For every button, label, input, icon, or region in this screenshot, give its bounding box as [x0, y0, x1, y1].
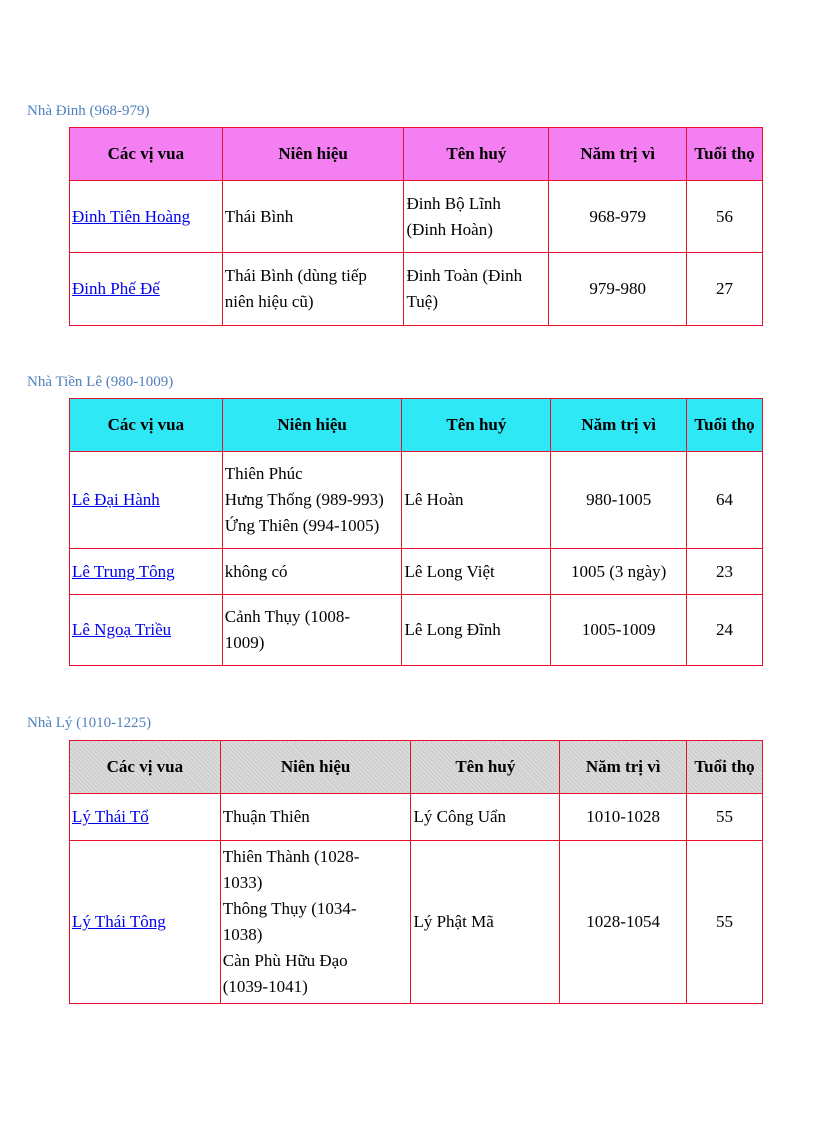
header-kings: Các vị vua [70, 128, 223, 181]
king-link[interactable]: Đinh Tiên Hoàng [72, 206, 191, 226]
table-row [70, 549, 763, 595]
reign-cell: 979-980 [549, 253, 687, 326]
king-link[interactable]: Lê Đại Hành [72, 490, 160, 509]
era-cell: Thiên Thành (1028- 1033) Thông Thụy (1034- 1038) Càn Phù Hữu Đạo (1039-1041) [220, 841, 411, 1004]
king-link[interactable]: Lý Thái Tổ [72, 807, 149, 826]
king-link[interactable]: Lý Thái Tông [72, 912, 166, 931]
era-cell: Thái Bình [222, 181, 404, 253]
era-cell: Thiên Phúc Hưng Thống (989-993) Ứng Thiên (994-1005) [222, 452, 402, 549]
table-header-row [70, 741, 763, 794]
header-era: Niên hiệu [222, 128, 404, 181]
age-cell: 64 [687, 452, 763, 549]
reign-cell: 1028-1054 [560, 841, 687, 1004]
birth-name-cell: Đinh Toàn (Đinh Tuệ) [404, 253, 549, 326]
birth-name-cell: Lê Hoàn [402, 452, 551, 549]
header-reign: Năm trị vì [551, 399, 687, 452]
header-age: Tuổi thọ [687, 741, 763, 794]
header-reign: Năm trị vì [560, 741, 687, 794]
section-title-tien-le: Nhà Tiền Lê (980-1009) [27, 374, 174, 390]
header-reign: Năm trị vì [549, 128, 687, 181]
king-link[interactable]: Lê Trung Tông [72, 561, 175, 581]
era-cell: Thái Bình (dùng tiếp niên hiệu cũ) [222, 253, 404, 326]
header-birth-name: Tên huý [402, 399, 551, 452]
table-row [70, 841, 763, 1004]
birth-name-cell: Lý Phật Mã [411, 841, 560, 1004]
king-link[interactable]: Lê Ngoạ Triều [72, 620, 172, 639]
section-title-ly: Nhà Lý (1010-1225) [27, 715, 152, 731]
header-birth-name: Tên huý [404, 128, 549, 181]
age-cell: 56 [687, 181, 763, 253]
table-tien-le [69, 398, 763, 666]
birth-name-cell: Đinh Bộ Lĩnh (Đinh Hoàn) [404, 181, 549, 253]
age-cell: 24 [687, 595, 763, 666]
table-row [70, 181, 763, 253]
header-kings: Các vị vua [70, 741, 221, 794]
reign-cell: 1005 (3 ngày) [551, 549, 687, 595]
header-age: Tuổi thọ [687, 399, 763, 452]
header-kings: Các vị vua [70, 399, 223, 452]
table-row [70, 794, 763, 841]
birth-name-cell: Lê Long Đĩnh [402, 595, 551, 666]
age-cell: 55 [687, 794, 763, 841]
table-header-row [70, 399, 763, 452]
birth-name-cell: Lý Công Uẩn [411, 794, 560, 841]
table-row [70, 595, 763, 666]
reign-cell: 980-1005 [551, 452, 687, 549]
age-cell: 27 [687, 253, 763, 326]
table-ly [69, 740, 763, 1004]
reign-cell: 968-979 [549, 181, 687, 253]
era-cell: Cảnh Thụy (1008- 1009) [222, 595, 402, 666]
era-cell: không có [222, 549, 402, 595]
age-cell: 55 [687, 841, 763, 1004]
king-link[interactable]: Đinh Phế Đế [72, 279, 160, 298]
header-era: Niên hiệu [220, 741, 411, 794]
age-cell: 23 [687, 549, 763, 595]
table-row [70, 452, 763, 549]
birth-name-cell: Lê Long Việt [402, 549, 551, 595]
table-header-row [70, 128, 763, 181]
section-title-dinh: Nhà Đinh (968-979) [27, 103, 150, 119]
era-cell: Thuận Thiên [220, 794, 411, 841]
table-dinh [69, 127, 763, 326]
reign-cell: 1010-1028 [560, 794, 687, 841]
header-era: Niên hiệu [222, 399, 402, 452]
header-age: Tuổi thọ [687, 128, 763, 181]
reign-cell: 1005-1009 [551, 595, 687, 666]
header-birth-name: Tên huý [411, 741, 560, 794]
table-row [70, 253, 763, 326]
